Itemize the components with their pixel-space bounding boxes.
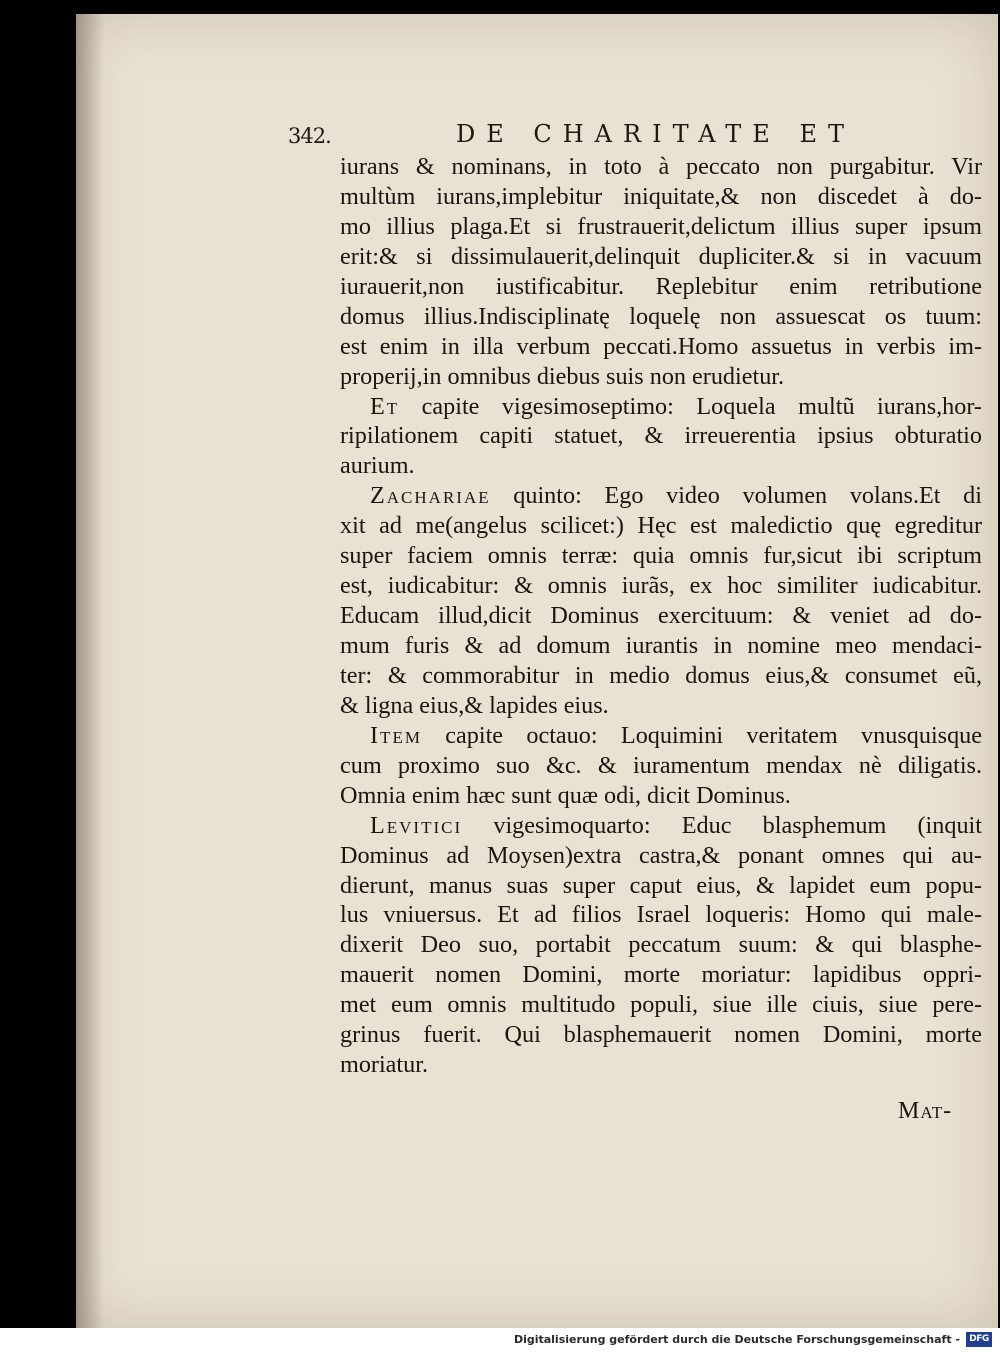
text-line: Educam illud,dicit Dominus exercituum: & veniet ad do- bbox=[340, 602, 982, 630]
text-line: super faciem omnis terræ: quia omnis fur,sicut ibi scriptum bbox=[340, 542, 982, 570]
text-line: grinus fuerit. Qui blasphemauerit nomen Domini, morte bbox=[340, 1021, 982, 1049]
paragraph-lead: Et bbox=[370, 392, 400, 420]
text-line: Omnia enim hæc sunt quæ odi, dicit Dominus. bbox=[340, 781, 791, 809]
text-line: ripilationem capiti statuet, & irreuerentia ipsius obturatio bbox=[340, 422, 982, 450]
text-line: multùm iurans,implebitur iniquitate,& non discedet à do- bbox=[340, 182, 982, 210]
text-line: est enim in illa verbum peccati.Homo assuetus in verbis im- bbox=[340, 332, 982, 360]
text-line: domus illius.Indisciplinatę loquelę non assuescat os tuum: bbox=[340, 302, 982, 330]
text-line: xit ad me(angelus scilicet:) Hęc est maledictio quę egreditur bbox=[340, 512, 982, 540]
text-line: dixerit Deo suo, portabit peccatum suum: & qui blasphe- bbox=[340, 931, 982, 959]
paragraph-lead: Item bbox=[370, 721, 422, 749]
text-line: lus vniuersus. Et ad filios Israel loqueris: Homo qui male- bbox=[340, 901, 982, 929]
paragraph-text: quinto: Ego video volumen volans.Et di bbox=[490, 482, 982, 510]
text-line: mum furis & ad domum iurantis in nomine meo mendaci- bbox=[340, 632, 982, 659]
text-line: & ligna eius,& lapides eius. bbox=[340, 691, 609, 719]
main-text bbox=[340, 152, 982, 1080]
paragraph-first-line bbox=[340, 481, 982, 511]
paragraph-text: capite vigesimoseptimo: Loquela multũ iurans,hor- bbox=[399, 392, 982, 420]
running-title: DE CHARITATE ET bbox=[456, 120, 855, 148]
text-line: cum proximo suo &c. & iuramentum mendax nè diligatis. bbox=[340, 751, 982, 779]
text-line: dierunt, manus suas super caput eius, & lapidet eum popu- bbox=[340, 871, 982, 899]
paragraph-first-line bbox=[340, 721, 982, 751]
text-line: mo illius plaga.Et si frustrauerit,delictum illius super ipsum bbox=[340, 212, 982, 240]
page-number: 342. bbox=[288, 124, 331, 148]
text-line: Dominus ad Moysen)extra castra,& ponant omnes qui au- bbox=[340, 841, 982, 869]
text-line: iurauerit,non iustificabitur. Replebitur enim retributione bbox=[340, 272, 982, 300]
gutter-shadow bbox=[76, 14, 104, 1328]
funding-credit: Digitalisierung gefördert durch die Deutsche Forschungsgemeinschaft - bbox=[513, 1333, 960, 1346]
paragraph-lead: Levitici bbox=[370, 811, 463, 839]
text-line: iurans & nominans, in toto à peccato non purgabitur. Vir bbox=[340, 153, 982, 180]
catchword: Mat- bbox=[898, 1098, 953, 1124]
page-header bbox=[288, 120, 988, 150]
text-line: est, iudicabitur: & omnis iurãs, ex hoc similiter iudicabitur. bbox=[340, 572, 982, 600]
dfg-logo: DFG bbox=[966, 1332, 992, 1347]
paragraph-lead: Zachariae bbox=[370, 482, 491, 510]
paragraph-first-line bbox=[340, 392, 982, 422]
text-line: aurium. bbox=[340, 452, 415, 480]
paragraph-text: capite octauo: Loquimini veritatem vnusquisque bbox=[421, 721, 982, 749]
text-line: moriatur. bbox=[340, 1051, 428, 1079]
text-line: ter: & commorabitur in medio domus eius,& consumet eũ, bbox=[340, 661, 982, 689]
footer-bar bbox=[0, 1328, 1000, 1352]
text-line: met eum omnis multitudo populi, siue ille ciuis, siue pere- bbox=[340, 991, 982, 1019]
book-page bbox=[76, 14, 998, 1328]
text-line: erit:& si dissimulauerit,delinquit dupliciter.& si in vacuum bbox=[340, 242, 982, 270]
paragraph-first-line bbox=[340, 811, 982, 841]
text-line: properij,in omnibus diebus suis non erudietur. bbox=[340, 362, 785, 390]
paragraph-text: vigesimoquarto: Educ blasphemum (inquit bbox=[462, 811, 982, 839]
text-line: mauerit nomen Domini, morte moriatur: lapidibus oppri- bbox=[340, 961, 982, 989]
